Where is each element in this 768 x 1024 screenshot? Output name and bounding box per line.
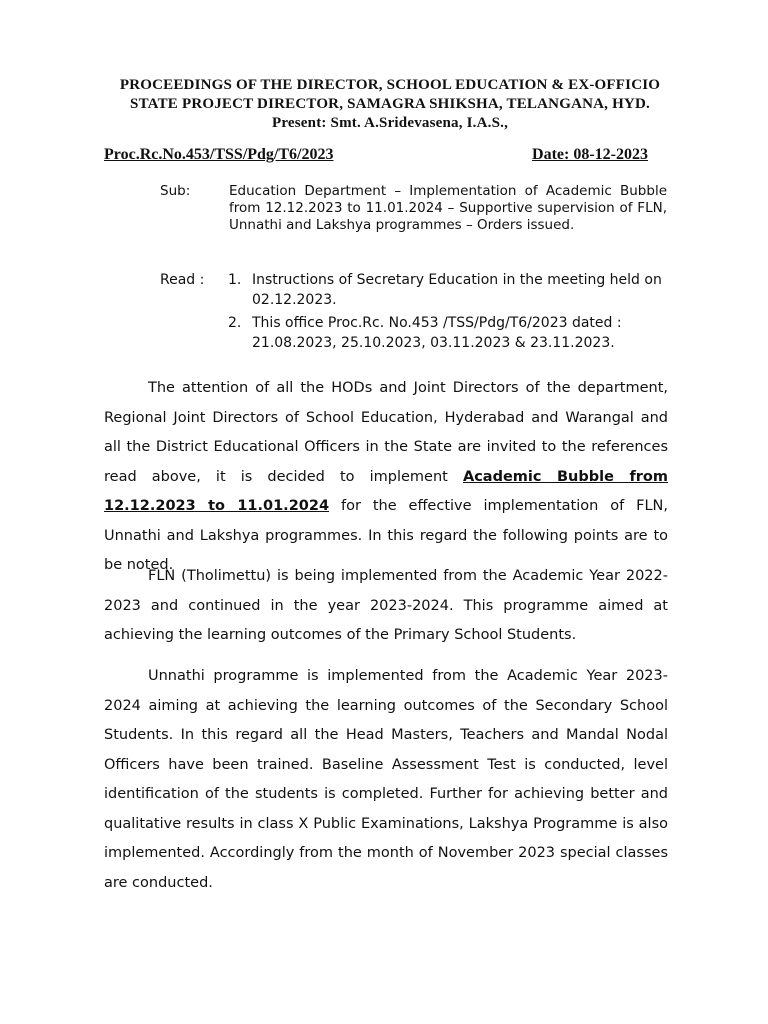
academic-bubble-emphasis: Academic Bubble from 12.12.2023 to 11.01.2024 <box>104 468 669 514</box>
header-presiding-officer: Present: Smt. A.Sridevasena, I.A.S., <box>271 115 509 131</box>
paragraph-attention-end: for the effective implementation of FLN, Unnathi and Lakshya programmes. In this regard the following points are to be noted. <box>104 498 669 573</box>
paragraph-unnathi <box>104 662 668 898</box>
document-header <box>90 76 690 133</box>
paragraph-unnathi-text: Unnathi programme is implemented from the Academic Year 2023-2024 aiming at achieving the learning outcomes of the Secondary School Students. In this regard all the Head Masters, Teachers and Mandal Nodal Officers have been trained. Baseline Assessment Test is conducted, level identification of the students is completed. Further for achieving better and qualitative results in class X Public Examinations, Lakshya Programme is also implemented. Accordingly from the month of November 2023 special classes are conducted. <box>104 668 668 891</box>
proceeding-date: Date: 08-12-2023 <box>532 146 648 163</box>
header-line-2: STATE PROJECT DIRECTOR, SAMAGRA SHIKSHA, TELANGANA, HYD. <box>130 96 650 112</box>
proceeding-number: Proc.Rc.No.453/TSS/Pdg/T6/2023 <box>104 146 334 163</box>
read-reference-item <box>228 270 668 310</box>
read-reference-list <box>228 270 668 356</box>
subject-text: Education Department – Implementation of Academic Bubble from 12.12.2023 to 11.01.2024 – Supportive supervision of FLN, Unnathi and Lakshya programmes – Orders issued. <box>229 183 667 233</box>
read-item-text: This office Proc.Rc. No.453 /TSS/Pdg/T6/2023 dated : 21.08.2023, 25.10.2023, 03.11.2023 & 23.11.2023. <box>252 315 622 351</box>
paragraph-fln-text: FLN (Tholimettu) is being implemented from the Academic Year 2022-2023 and continued in the year 2023-2024. This programme aimed at achieving the learning outcomes of the Primary School Students. <box>104 568 668 643</box>
header-line-1: PROCEEDINGS OF THE DIRECTOR, SCHOOL EDUCATION & EX-OFFICIO <box>119 77 661 93</box>
read-item-number: 1. <box>228 272 242 288</box>
paragraph-fln <box>104 562 668 651</box>
read-item-number: 2. <box>228 315 242 331</box>
read-item-text: Instructions of Secretary Education in the meeting held on 02.12.2023. <box>252 272 662 308</box>
read-reference-item <box>228 313 668 353</box>
paragraph-attention-start: The attention of all the HODs and Joint Directors of the department, Regional Joint Directors of School Education, Hyderabad and Warangal and all the District Educational Officers in the State are invited to the references read above, it is decided to implement <box>104 380 668 485</box>
paragraph-attention <box>104 374 668 581</box>
subject-label: Sub: <box>160 183 191 199</box>
read-label: Read : <box>160 272 205 288</box>
